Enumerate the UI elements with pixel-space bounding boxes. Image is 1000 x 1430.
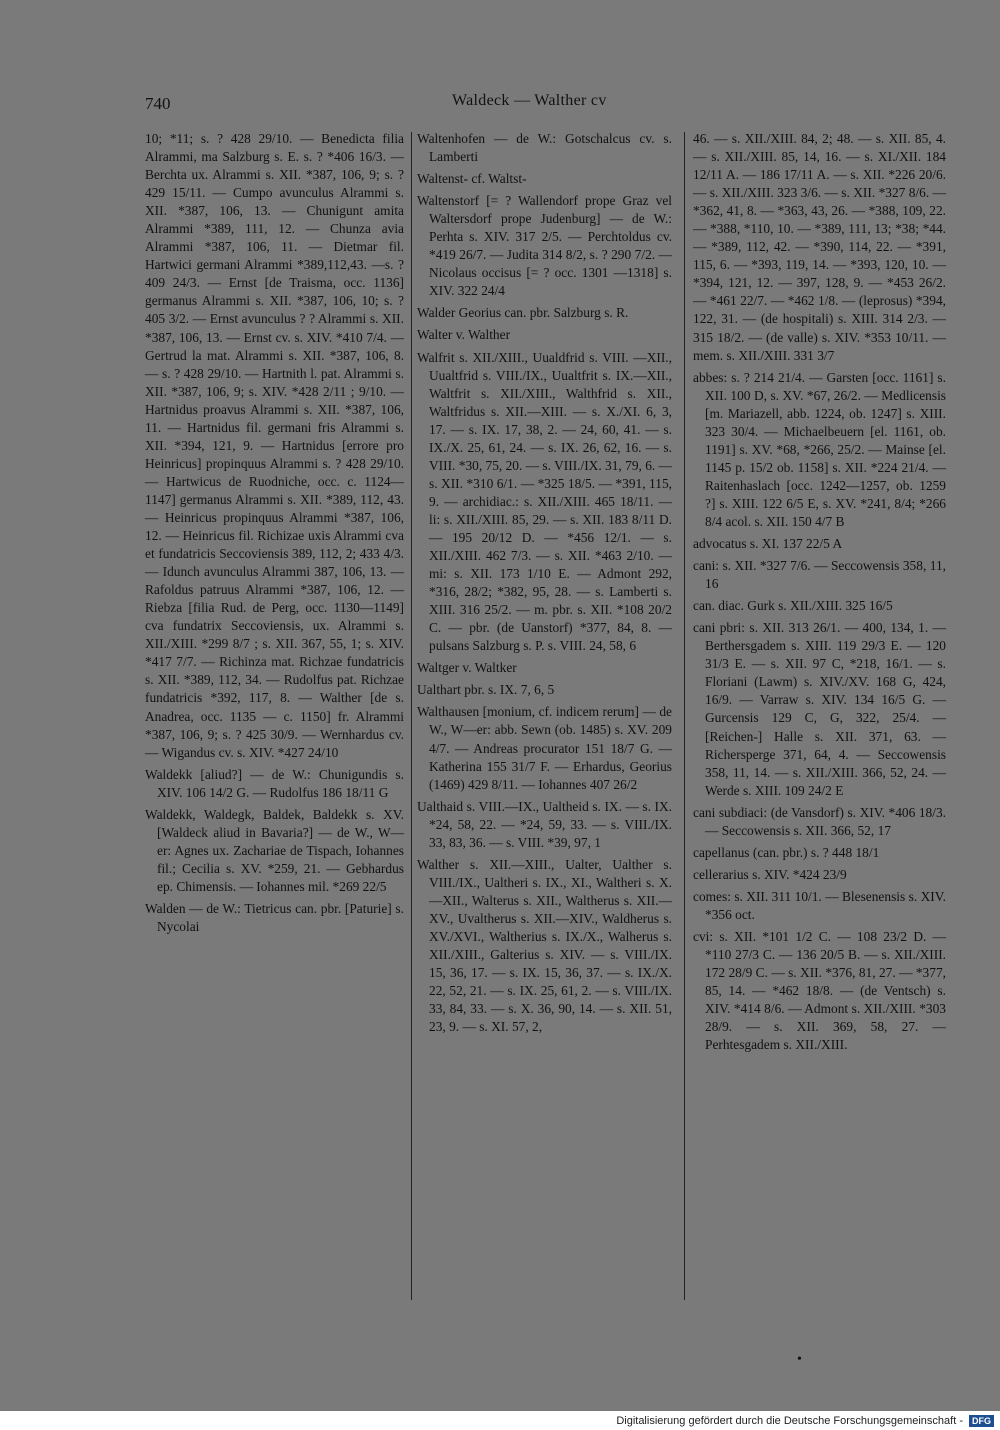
entry-paragraph: Waltenhofen — de W.: Gotschalcus cv. s. Lamberti <box>417 131 672 165</box>
column-rule <box>411 132 412 1300</box>
entry-paragraph: Walther s. XII.—XIII., Ualter, Ualther s. VIII./IX., Ualtheri s. IX., XI., Waltheri s. X.—XII., Walterus s. XII., Waltherus s. XII.—XV., Uvaltherus s. XII.—XIV., Waldherus s. XV./XVI., Waltherius s. IX./X., Walherus s. XII./XIII., Galterius s. XIV. — s. VIII./IX. 15, 36, 17. — s. IX. 15, 36, 37. — s. IX./X. 22, 52, 21. — s. IX. 25, 61, 2. — s. VIII./IX. 33, 84, 33. — s. X. 36, 90, 14. — s. XII. 51, 23, 9. — s. XI. 57, 2, <box>417 856 672 1035</box>
dfg-logo-icon: DFG <box>969 1415 994 1427</box>
entry-paragraph: Walder Georius can. pbr. Salzburg s. R. <box>417 305 629 321</box>
entry-paragraph: can. diac. Gurk s. XII./XIII. 325 16/5 <box>693 598 893 614</box>
entry-paragraph: advocatus s. XI. 137 22/5 A <box>693 536 843 552</box>
entry-paragraph: comes: s. XII. 311 10/1. — Blesenensis s. XIV. *356 oct. <box>693 888 946 922</box>
entry-paragraph: Walden — de W.: Tietricus can. pbr. [Paturie] s. Nycolai <box>145 900 404 935</box>
entry-paragraph: cvi: s. XII. *101 1/2 C. — 108 23/2 D. — *110 27/3 C. — 136 20/5 B. — s. XII./XIII. 172 28/9 C. — s. XII. *376, 81, 27. — *377, 85, 14. — *462 18/8. — (de Ventsch) s. XIV. *414 8/6. — Admont s. XII./XIII. *303 28/9. — s. XII. 369, 58, 27. — Perhtesgadem s. XII./XIII. <box>693 928 946 1053</box>
entry-paragraph: 10; *11; s. ? 428 29/10. — Benedicta filia Alrammi, ma Salzburg s. E. s. ? *406 16/3. — Berchta ux. Alrammi s. XII. *387, 106, 9; s. ? 429 15/11. — Cumpo avunculus Alrammi s. XII. *387, 106, 13. — Chunigunt amita Alrammi *389, 111, 12. — Chunza avia Alrammi *387, 106, 11. — Dietmar fil. Hartwici germani Alrammi *389,112,43. —s. ? 409 24/3. — Ernst [de Traisma, occ. 1136] germanus Alrammi s. XII. *387, 106, 10; s. ? 405 3/2. — Ernst avunculus ? ? Alrammi s. XII. *387, 106, 13. — Ernst cv. s. XIV. *410 7/4. — Gertrud la mat. Alrammi s. XII. *387, 106, 8. — s. ? 428 29/10. — Hartnith l. pat. Alrammi s. XII. *387, 106, 9; s. XIV. *428 2/11 ; 9/10. — Hartnidus proavus Alrammi s. XII. *387, 106, 11. — Hartnidus fil. germani fris Alrammi s. XII. *394, 121, 9. — Hartnidus [errore pro Heinricus] propinquus Alrammi s. ? 428 29/10. — Hartwicus de Ruodniche, occ. c. 1124—1147] germanus Alrammi s. XII. *389, 112, 43. — Heinricus propinquus Alrammi *387, 106, 12. — Heinricus fil. Richizae uxis Alrammi cva et fundatricis Seccoviensis 389, 112, 2; 433 4/3. — Idunch avunculus Alrammi 387, 106, 13. — Rafoldus patruus Alrammi *387, 106, 12. — Riebza [filia Rud. de Perg, occ. 1130—1149] cva fundatrix Seccoviensis, ux. Alrammi s. XII./XIII. *299 8/7 ; s. XII. 367, 55, 1; s. XIV. *417 7/7. — Richinza mat. Richzae fundatricis s. XII. *389, 112, 34. — Rudolfus pat. Richzae fundatricis *392, 117, 8. — Walther [de s. Anadrea, occ. 1135 — c. 1150] fr. Alrammi *387, 106, 9; s. ? 425 30/9. — Wernhardus cv. — Wigandus cv. s. XIV. *427 24/10 <box>145 131 404 760</box>
column-1 <box>145 130 404 940</box>
entry-paragraph: Waltger v. Waltker <box>417 660 517 676</box>
column-3 <box>693 130 946 1058</box>
running-head: Waldeck — Walther cv <box>452 92 607 109</box>
footer-mark: • <box>797 1352 802 1367</box>
entry-paragraph: cellerarius s. XIV. *424 23/9 <box>693 866 847 882</box>
entry-paragraph: cani pbri: s. XII. 313 26/1. — 400, 134, 1. — Berthersgadem s. XIII. 119 29/3 E. — 120 31/3 E. — s. XII. 97 C, *218, 16/1. — s. Floriani (Lawm) s. XIV./XV. 168 G, 424, 16/9. — Varraw s. XIV. 134 16/5 G. — Gurcensis 129 C, G, 322, 25/4. — [Reichen-] Halle s. XII. 371, 63. — Richersperge 371, 64, 4. — Seccowensis 358, 11, 14. — s. XII./XIII. 366, 52, 24. — Werde s. XIII. 109 24/2 E <box>693 620 946 798</box>
entry-paragraph: Waltenst- cf. Waltst- <box>417 171 527 187</box>
entry-paragraph: Walter v. Walther <box>417 327 511 343</box>
entry-paragraph: Waldekk [aliud?] — de W.: Chunigundis s. XIV. 106 14/2 G. — Rudolfus 186 18/11 G <box>145 766 404 800</box>
entry-paragraph: abbes: s. ? 214 21/4. — Garsten [occ. 1161] s. XII. 100 D, s. XV. *67, 26/2. — Medlicensis [m. Mariazell, abb. 1224, ob. 1247] s. XIII. 323 30/4. — Michaelbeuern [el. 1161, ob. 1191] s. XV. *68, *266, 25/2. — Mainse [el. 1145 p. 15/2 ob. 1158] s. XII. *224 21/4. — Raitenhaslach [occ. 1242—1257, ob. 1259 ?] s. XIII. 122 6/5 E, s. XV. *241, 8/4; *266 8/4 acol. s. XII. 150 4/7 B <box>693 369 946 529</box>
entry-paragraph: Ualthart pbr. s. IX. 7, 6, 5 <box>417 682 555 698</box>
footer-bar <box>0 1411 1000 1430</box>
entry-paragraph: cani: s. XII. *327 7/6. — Seccowensis 358, 11, 16 <box>693 558 946 592</box>
footer-credit-text: Digitalisierung gefördert durch die Deutsche Forschungsgemeinschaft - <box>616 1414 963 1427</box>
entry-paragraph: Walthausen [monium, cf. indicem rerum] — de W., W—er: abb. Sewn (ob. 1485) s. XV. 209 4/7. — Andreas procurator 151 18/7 G. — Katherina 155 31/7 F. — Erhardus, Georius (1469) 429 8/11. — Iohannes 407 26/2 <box>417 704 672 792</box>
entry-paragraph: Waltenstorf [= ? Wallendorf prope Graz vel Waltersdorf prope Judenburg] — de W.: Perhta s. XIV. 317 2/5. — Perchtoldus cv. *419 26/7. — Judita 314 8/2, s. ? 290 7/2. — Nicolaus occisus [= ? occ. 1301 —1318] s. XIV. 322 24/4 <box>417 193 672 299</box>
entry-paragraph: cani subdiaci: (de Vansdorf) s. XIV. *406 18/3. — Seccowensis s. XII. 366, 52, 17 <box>693 804 946 838</box>
entry-paragraph: capellanus (can. pbr.) s. ? 448 18/1 <box>693 844 880 860</box>
entry-paragraph: Ualthaid s. VIII.—IX., Ualtheid s. IX. — s. IX. *24, 58, 22. — *24, 59, 33. — s. VIII./IX. 33, 83, 36. — s. VIII. *39, 97, 1 <box>417 798 672 850</box>
column-2 <box>417 130 672 1040</box>
entry-paragraph: Waldekk, Waldegk, Baldek, Baldekk s. XV. [Waldeck aliud in Bavaria?] — de W., W—er: Agnes ux. Zachariae de Tispach, Iohannes fil.; Cecilia s. XV. *259, 21. — Gebhardus ep. Chimensis. — Iohannes mil. *269 22/5 <box>145 806 404 894</box>
entry-paragraph: 46. — s. XII./XIII. 84, 2; 48. — s. XII. 85, 4. — s. XII./XIII. 85, 14, 16. — s. XI./XII. 184 12/11 A. — 186 17/11 A. — s. XII. *226 20/6. — s. XII./XIII. 323 3/6. — s. XII. *327 8/6. — *362, 41, 8. — *363, 43, 26. — *388, 109, 22. — *388, *110, 10. — *389, 111, 13; *38; *44. — *389, 112, 42. — *390, 114, 22. — *391, 115, 6. — *393, 119, 14. — *393, 120, 10. — *394, 121, 12. — 397, 128, 9. — *453 26/2. — *461 22/7. — *462 1/8. — (leprosus) *394, 122, 31. — (de hospitali) s. XIII. 314 2/3. — 315 18/2. — (de valle) s. XIV. *353 10/11. — mem. s. XII./XIII. 331 3/7 <box>693 131 946 363</box>
entry-paragraph: Walfrit s. XII./XIII., Uualdfrid s. VIII. —XII., Uualtfrid s. VIII./IX., Uualtfrit s. IX.—XII., Waltfrit s. XII./XIII., Walthfrid s. XII., Waltfridus s. XII.—XIII. — s. X./XI. 6, 3, 17. — s. IX. 17, 38, 2. — 24, 60, 41. — s. IX./X. 25, 61, 24. — s. IX. 26, 62, 16. — s. VIII. *30, 75, 20. — s. VIII./IX. 31, 79, 6. — s. XII. *310 6/1. — *325 18/5. — *391, 115, 9. — archidiac.: s. XII./XIII. 465 18/11. — li: s. XII./XIII. 85, 29. — s. XII. 183 8/11 D. — 195 20/12 D. — *456 12/1. — s. XII./XIII. 462 7/3. — s. XII. *463 2/10. — mi: s. XII. 173 1/10 E. — Admont 292, *316, 28/2; *382, 95, 28. — s. Lamberti s. XIII. 316 25/2. — m. pbr. s. XII. *108 20/2 C. — pbr. (de Uanstorf) *377, 84, 8. — pulsans Salzburg s. P. s. VIII. 24, 58, 6 <box>417 349 672 654</box>
page-number: 740 <box>145 94 171 113</box>
column-rule <box>684 132 685 1300</box>
